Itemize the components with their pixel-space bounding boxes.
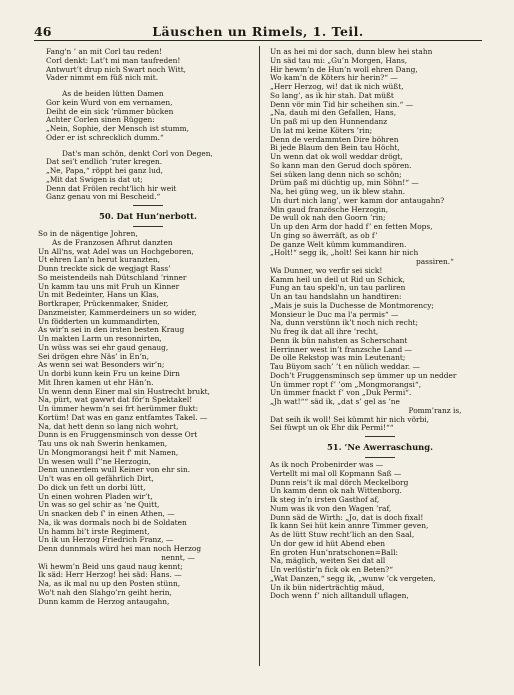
verse-line: Un ging so äwerräſt, as ob f’ (270, 230, 378, 240)
verse-line: Min gaud französche Herzogin, (270, 204, 389, 214)
verse-line: Denn de verdammten Dire böhren (270, 134, 399, 144)
verse-line: Wi hewm’n Beid uns gaud naug kennt; (38, 561, 183, 571)
running-title: Läuschen un Rimels, 1. Teil. (152, 24, 364, 39)
verse-line: Sei füwpt un ok Ehr dik Permi!““ (270, 423, 394, 433)
verse-line: Fang'n ’ an mit Corl tau reden! (46, 48, 163, 56)
verse-line: Denn dat Frölen recht'lich hir weit (46, 183, 177, 193)
poem-body-50-cont (270, 48, 490, 433)
verse-line: Mit Ihren kamen ut ehr Hän’n. (38, 377, 154, 387)
verse-line: Monsieur le Duc ma l'a permis“ — (270, 309, 399, 319)
verse-line: Ik steg in’n irsten Gasthof af, (270, 495, 380, 504)
verse-line: As de Franzosen Afhrut danzten (52, 237, 173, 247)
verse-line: Un was so gel schir as ’ne Quitt, (38, 500, 160, 510)
verse-line: Un ik bün niderträchtig mäud, (270, 582, 385, 592)
verse-line: Hir hewm’n de Hun’n woll ehren Dang, (270, 64, 418, 74)
verse-line: Un hamm bi’t irste Regiment, (38, 526, 150, 536)
verse-line: Un wenn denn Einer mal sin Hustrecht brukt, (38, 386, 210, 396)
verse-line-continuation: passiren.“ (416, 257, 454, 266)
verse-line: Un Mongmorangsi heit f' mit Namen, (38, 447, 179, 457)
verse-line: Na, mäglich, weiten Sei dat all (270, 556, 386, 566)
verse-line: Dunn säd de Wirth: „Jo, dat is doch fixal! (270, 512, 424, 522)
verse-line: Ut ehren Lan'n herut kuranzten, (38, 255, 160, 265)
section-rule (365, 457, 395, 458)
verse-line: Dunn treckte sick de wegjagt Rass’ (38, 264, 171, 273)
verse-line: As de beiden lütten Damen (62, 89, 164, 98)
verse-line: Un wenn dat ok woll weddar drögt, (270, 152, 403, 161)
verse-line: Na, dunn verstünn ik’t noch nich recht; (270, 318, 419, 328)
section-rule (365, 436, 395, 437)
page-number: 46 (34, 24, 52, 39)
verse-line: Denn unnerdem wull Keiner von ehr sin. (38, 465, 191, 475)
verse-line: Wo't nah den Slahgo’rn geiht herin, (38, 587, 172, 597)
verse-line: Dunn reis’t ik mal dörch Meckelborg (270, 477, 409, 487)
verse-line: Un wesen wull ſ'’ne Herzogin, (38, 456, 151, 466)
verse-line: Herrinner west in’t franzsche Land — (270, 344, 412, 354)
poem-stanza-3 (38, 150, 258, 203)
verse-line: Corl denkt: Lat’t mi man taufreden! (46, 55, 181, 65)
verse-line: Na, dat hett denn so lang nich wohrt, (38, 421, 179, 431)
verse-line: De olle Rekstop was min Leutenant; (270, 353, 406, 363)
verse-line: Un kamm tau uns mit Fruh un Kinner (38, 281, 180, 291)
verse-line: Un säd tau mi: „Gu’n Morgen, Hans, (270, 55, 408, 65)
verse-line: Achter Corlen sinen Rüggen: (46, 115, 155, 125)
verse-line: Un as hei mi dor sach, dunn blew hei stahn (270, 48, 433, 56)
verse-line: So lang’, as ik hir stah. Dat müßt (270, 90, 394, 100)
verse-line: Na, ik was dormals noch bi de Soldaten (38, 517, 187, 527)
verse-line: Fung an tau spekl'n, un tau parliren (270, 283, 406, 293)
verse-line: Un ik un Herzog Friedrich Franz, — (38, 535, 174, 545)
verse-line: Un snacken deb ſ’ in einen Athen, — (38, 509, 175, 518)
section-rule (133, 226, 163, 227)
verse-line: Un makten Larm un resonnirten, (38, 334, 162, 343)
verse-line: Un durt nich lang’, wer kamm dor antaugahn? (270, 195, 445, 205)
running-header (34, 22, 482, 41)
verse-line: Un ümmer fnackt f’ von „Duk Permi“. (270, 388, 412, 398)
verse-line: Un paß mi up den Hunnendanz (270, 117, 388, 126)
section-rule (133, 205, 163, 206)
verse-line: Drüm paß mi düchtig up, min Söhn!“ — (270, 178, 419, 188)
verse-line: Denn vör min Tid hir scheihen sin.“ — (270, 99, 413, 109)
verse-line: So meistendeils nah Dütschland ’rinner (38, 272, 187, 282)
poem-body-50 (38, 230, 258, 606)
verse-line: Antwurt’t drup nich Swart noch Witt, (46, 64, 187, 74)
verse-line: „Ne, Papa,“ röppt hei ganz lud, (46, 166, 163, 175)
verse-line: Dat sei’t endlich ’ruter kregen. (46, 157, 163, 167)
verse-line: De wull ok nah den Goorn ’rin; (270, 213, 386, 223)
verse-line: Oder er ist schrecklich dumm.“ (46, 132, 164, 142)
verse-line: Ik kann Sei hüt kein annre Timmer geven, (270, 521, 429, 531)
verse-line: Doch wenn f’ nich alltandull uflagen, (270, 591, 409, 601)
verse-line: Deiht de ein sick ’rümmer bücken (46, 106, 174, 116)
verse-line: „Holt!“ segg ik, „holt! Sei kann hir nich (270, 248, 419, 258)
verse-line: Kortüm! Dat was en ganz entfamtes Takel. — (38, 412, 208, 422)
verse-line: „Jh wat!““ säd ik, „dat s’ gel as ’ne (270, 397, 400, 406)
verse-line: Un't was en oll gefährlich Dirt, (38, 474, 154, 483)
verse-line: Un All'ns, wat Adel was un Hochgeboren, (38, 246, 194, 256)
verse-line: Do dick un fett un dorbi lütt, (38, 482, 146, 492)
verse-line: Sei drögen ehre Näs’ in En’n, (38, 351, 149, 361)
verse-line: Kamm heil un deil ut Rid un Schick, (270, 274, 405, 284)
verse-line-continuation: Pomm’ranz is, (408, 405, 462, 415)
verse-line: Un lat mi keine Köters ’rin; (270, 125, 373, 135)
verse-line: Denn ik bün nahsten as Scherschant (270, 335, 408, 345)
verse-line: Un ümmer hewm’n sei frt herümmer flukt: (38, 404, 199, 413)
verse-line: As ik noch Probenirder was — (270, 460, 384, 469)
verse-line: „Wat Danzen,“ segg ik, „wunw ’ck vergeten, (270, 573, 436, 583)
section-title: 51. ’Ne Awerraschung. (326, 442, 434, 452)
verse-line: „Nein, Sophie, der Mensch ist stumm, (46, 124, 190, 133)
verse-line: Vertellt mi mal oll Kopmann Saß — (270, 468, 402, 478)
verse-line: As de lütt Stuw recht’lich an den Saal, (270, 530, 415, 539)
verse-line: Bortkraper, Prückenmaker, Snider, (38, 299, 169, 308)
verse-line: Bi jede Blaum den Bein tau Höcht, (270, 143, 400, 153)
verse-line: Ik säd: Herr Herzog! hei säd: Hans. — (38, 570, 182, 580)
section-title: 50. Dat Hun’nerbott. (99, 211, 197, 221)
verse-line: Un mit Bedeinter, Hans un Klas, (38, 290, 159, 300)
verse-line: Dunn is en Fruggensminsch von desse Ort (38, 430, 198, 440)
verse-line: „Na, dauh mi den Gefallen, Hans, (270, 108, 397, 118)
verse-line: „Herr Herzog, wi! dat ik nich wüßt, (270, 82, 404, 91)
column-divider (259, 46, 260, 666)
right-column (270, 48, 490, 601)
verse-line: Tau Büyom sach’ ’t en nülich weddar. — (270, 362, 420, 371)
poem-stanza-1 (38, 48, 258, 83)
verse-line: „Mais je suis la Duchesse de Montmorency; (270, 300, 434, 310)
verse-line: Dat seih ik woll! Sei kümmt hir nich vörbi, (270, 414, 430, 424)
verse-line: Num was ik von den Wagen ’raf, (270, 503, 392, 513)
verse-line: Vader nimmt em füß nich mit. (46, 73, 159, 83)
poem-body-51 (270, 461, 490, 601)
verse-line: Un an tau handslahn un handtiren: (270, 292, 402, 301)
verse-line: Sei süken lang denn nich so schön; (270, 169, 402, 179)
verse-line: Un födderten un kummandirten, (38, 316, 160, 326)
verse-line: „Mit dat Swigen is dat ut; (46, 174, 143, 184)
verse-line: Un einen wohren Pladen wir’t, (38, 491, 153, 501)
verse-line: Danzmeister, Kammerdeiners un so wider, (38, 307, 197, 317)
verse-line: Un kamm denn ok nah Wittenborg. (270, 486, 402, 496)
verse-line: So in de nägentige Johren, (38, 229, 138, 238)
verse-line: Gor kein Wurd von em vernamen, (46, 97, 173, 107)
verse-line: Na, hei güng weg, un ik blew stahn. (270, 187, 406, 196)
verse-line: Un up den Arm dor hadd f’ en fetten Mops, (270, 222, 433, 231)
verse-line: De ganze Welt kümm kummandiren. (270, 239, 407, 249)
verse-line: Doch’t Fruggensminsch sep ümmer up un nedder (270, 370, 457, 380)
verse-line: As wir’n sei in den irsten besten Kraug (38, 325, 185, 335)
verse-line: Na, pürt, wat gawwt dat för’n Spektakel! (38, 395, 193, 405)
verse-line: Dat's man schön, denkt Corl von Degen, (62, 148, 213, 158)
verse-line: Wa Dunner, wo verfir sei sick! (270, 265, 383, 275)
verse-line: Wo kam’n de Köters hir herin?“ — (270, 73, 398, 83)
verse-line: Un wüss was sei ehr gaud genaug, (38, 342, 169, 352)
verse-line: So kann man den Gerud doch spören. (270, 160, 412, 170)
verse-line: En groten Hun’nratschonen=Ball: (270, 547, 398, 557)
poem-stanza-2 (38, 90, 258, 143)
verse-line: Ganz genau von mi Bescheid.“ (46, 192, 161, 202)
verse-line: Tau uns ok nah Swerin henkamen, (38, 439, 168, 448)
verse-line: Denn dunnmals würd hei man noch Herzog (38, 544, 202, 553)
left-column (38, 48, 258, 606)
verse-line: Dunn kamm de Herzog antaugahn, (38, 596, 170, 606)
verse-line: Un verlüstir’n fick ok en Beten?“ (270, 565, 393, 574)
verse-line: Un dorbi kunn kein Fru un keine Dirn (38, 369, 180, 378)
verse-line: Nu freg ik dat all ihre ’recht, (270, 327, 379, 336)
verse-line-continuation: nennt, — (161, 552, 195, 562)
verse-line: Un dor gew id hüt Abend eben (270, 538, 385, 548)
verse-line: Un ümmer ropt f’ ’om „Mongmorangsi“, (270, 379, 422, 389)
verse-line: As wenn sei wat Besonders wir’n; (38, 360, 165, 370)
verse-line: Na, as ik mal nu up den Posten stünn, (38, 579, 181, 588)
